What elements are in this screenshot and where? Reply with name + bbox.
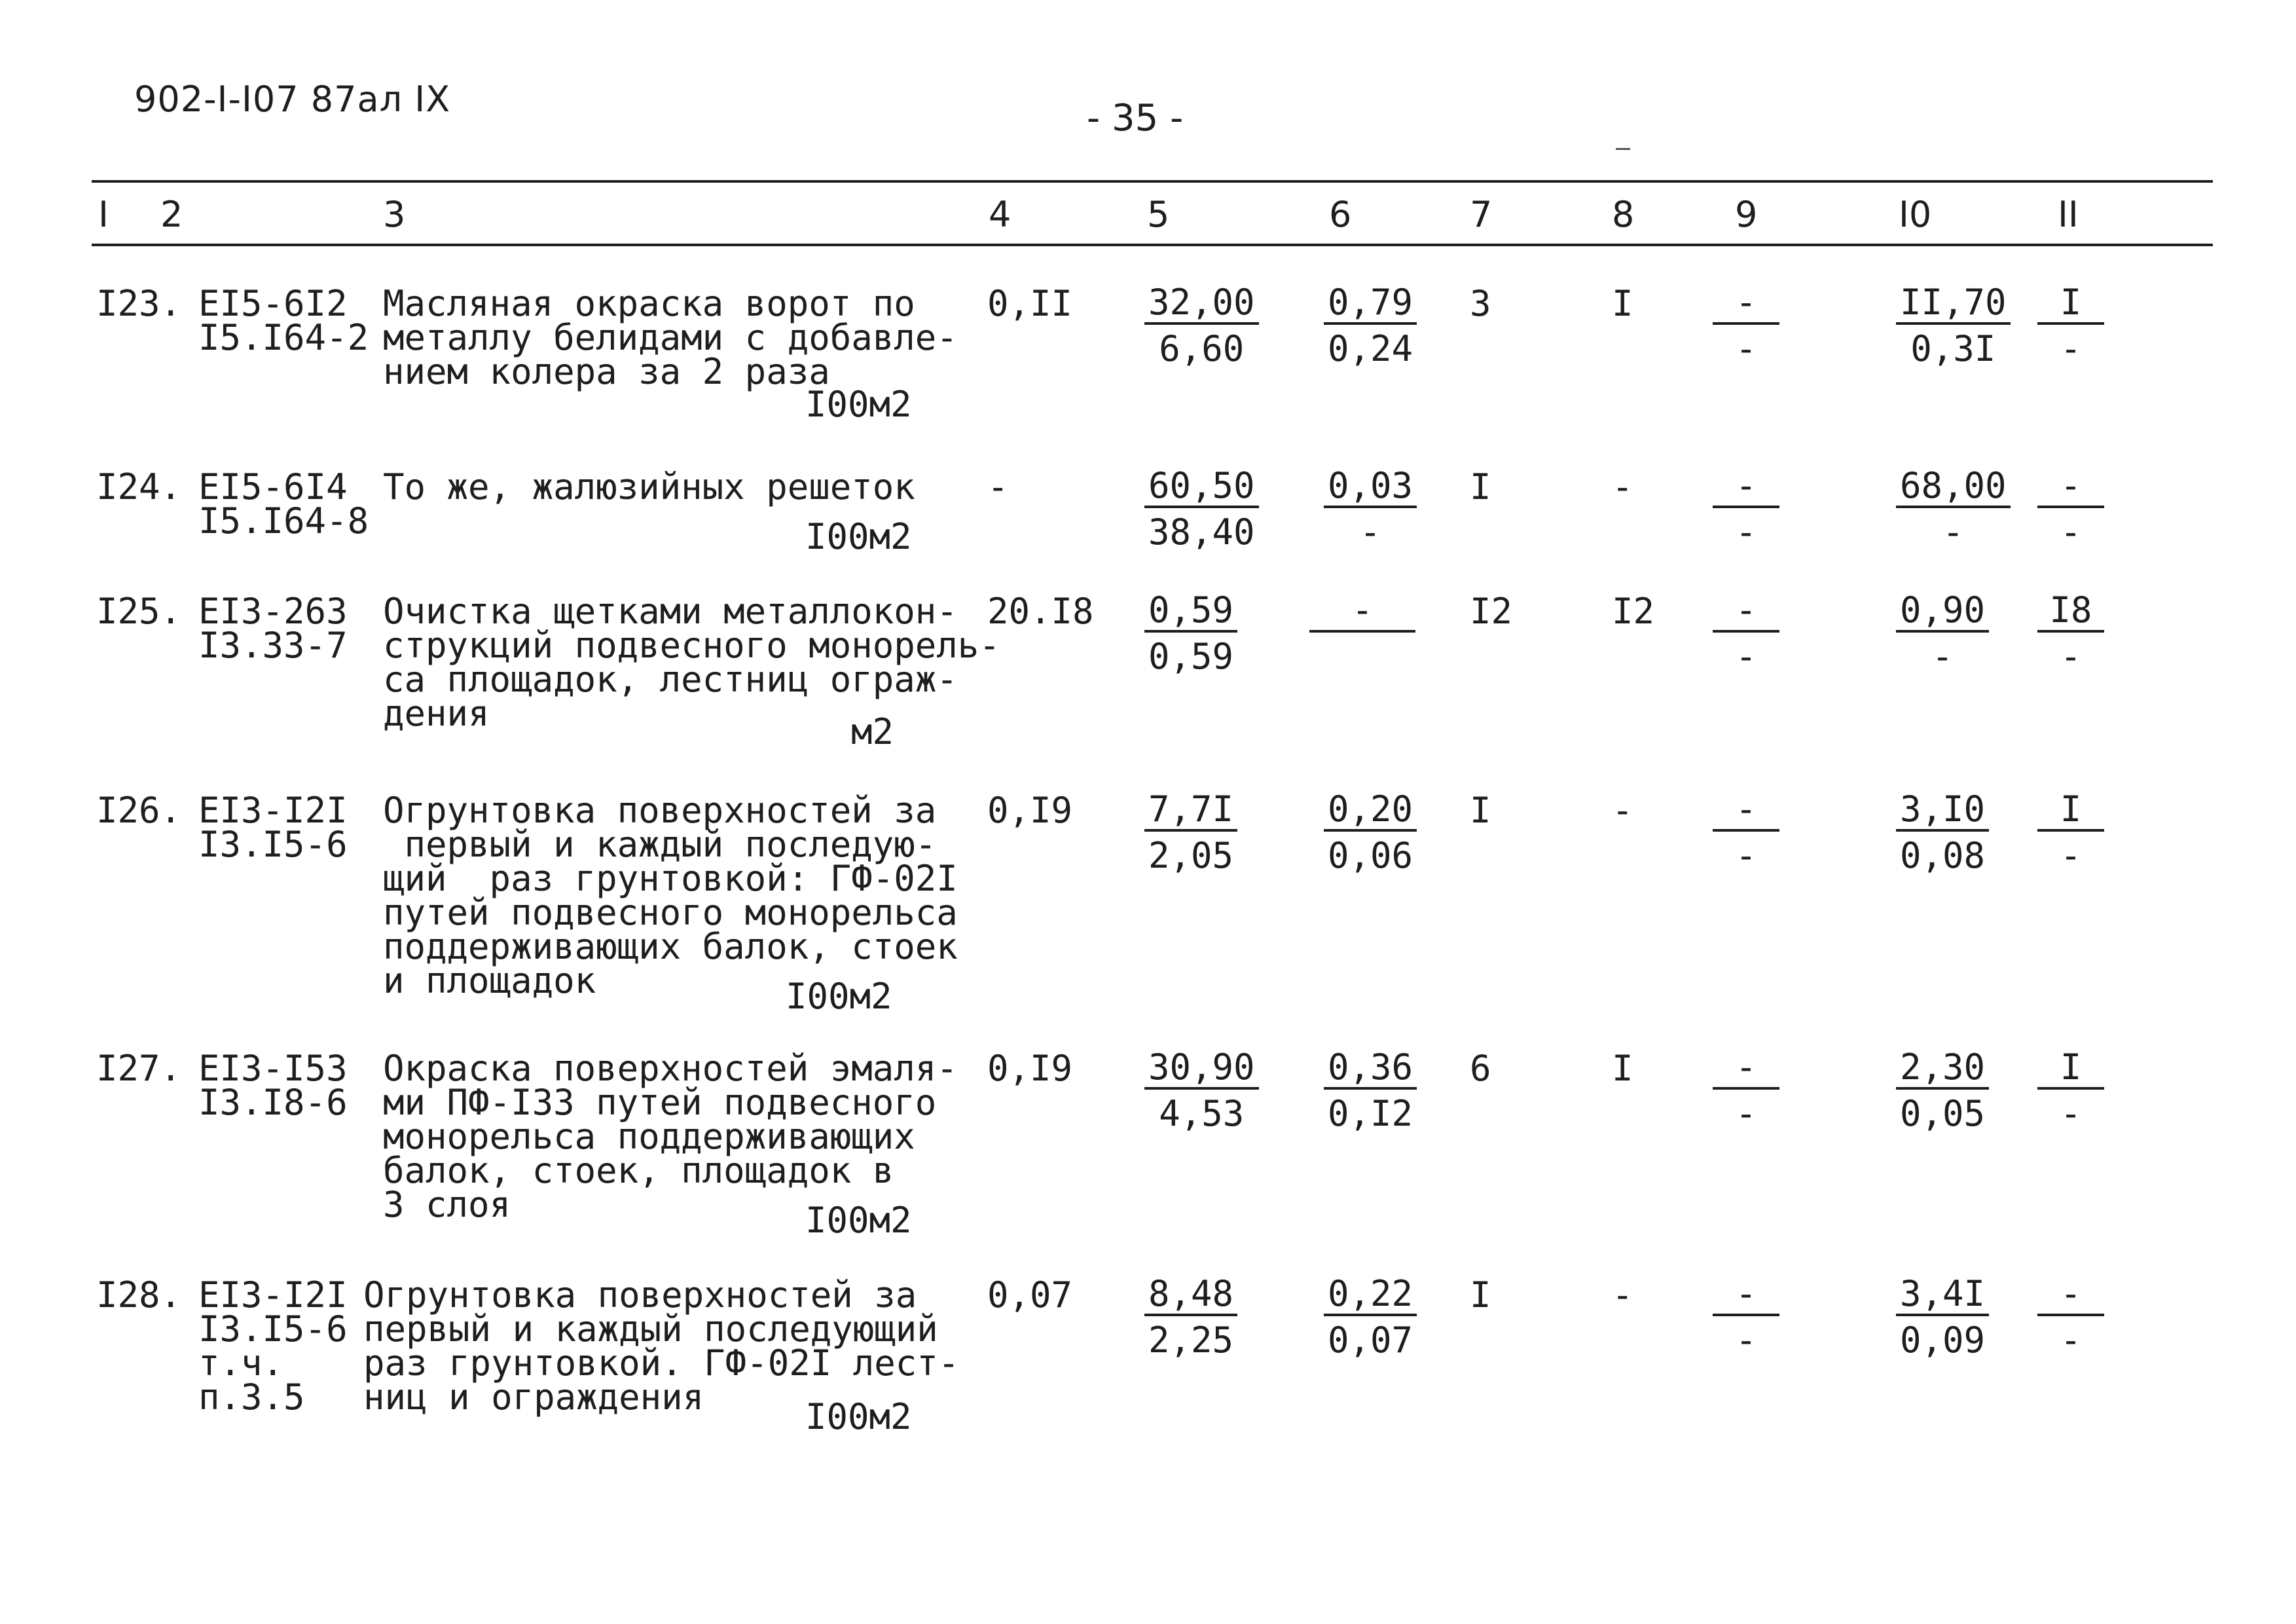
col9-top: - (1713, 466, 1779, 508)
row-number: I24. (96, 466, 182, 507)
col10-bottom: 0,08 (1900, 835, 1986, 876)
header-top-rule (92, 180, 2213, 183)
col6-top: - (1309, 591, 1415, 633)
col6-fraction (1309, 589, 1415, 635)
col11-top: I (2037, 1048, 2104, 1090)
col6-fraction (1324, 1273, 1417, 1362)
col10-fraction (1896, 465, 2011, 554)
col5-bottom: 2,25 (1148, 1320, 1234, 1361)
col11-fraction (2037, 1273, 2104, 1362)
col5-fraction (1144, 788, 1237, 877)
col5-top: 60,50 (1144, 466, 1259, 508)
col6-fraction (1324, 788, 1417, 877)
col10-top: 2,30 (1896, 1048, 1989, 1090)
header-col-1: I (98, 194, 109, 235)
row-code: EI3-I2I I3.I5-6 т.ч. п.3.5 (198, 1274, 348, 1418)
col10-fraction (1896, 282, 2011, 371)
col9-fraction (1713, 788, 1779, 877)
col10-top: 68,00 (1896, 466, 2011, 508)
col5-top: 8,48 (1144, 1274, 1237, 1316)
col8-value: - (1612, 790, 1633, 831)
col6-top: 0,03 (1324, 466, 1417, 508)
col11-top: - (2037, 1274, 2104, 1316)
header-col-6: 6 (1329, 194, 1352, 235)
row-number: I27. (96, 1048, 182, 1089)
col9-bottom: - (1735, 511, 1757, 553)
header-col-4: 4 (989, 194, 1011, 235)
col10-bottom: 0,05 (1900, 1093, 1986, 1134)
col9-bottom: - (1735, 328, 1757, 369)
col9-top: - (1713, 1048, 1779, 1090)
row-code: EI3-I53 I3.I8-6 (198, 1048, 348, 1123)
col10-fraction (1896, 589, 1989, 678)
col6-fraction (1324, 1046, 1417, 1135)
col9-fraction (1713, 589, 1779, 678)
col8-value: I2 (1612, 591, 1655, 632)
col11-bottom: - (2060, 328, 2082, 369)
row-unit: I00м2 (786, 976, 892, 1017)
col10-top: 0,90 (1896, 591, 1989, 633)
col5-bottom: 2,05 (1148, 835, 1234, 876)
col7-value: 6 (1470, 1048, 1491, 1089)
col4-value: 0,I9 (987, 790, 1073, 831)
row-description: Окраска поверхностей эмаля- ми ПФ-I33 путей подвесного монорельса поддерживающих балок, стоек, площадок в 3 слоя (383, 1048, 958, 1225)
header-col-8: 8 (1612, 194, 1635, 235)
col11-top: I8 (2037, 591, 2104, 633)
col6-bottom: 0,07 (1328, 1320, 1413, 1361)
row-code: EI5-6I4 I5.I64-8 (198, 466, 369, 542)
col9-fraction (1713, 282, 1779, 371)
col6-bottom: - (1359, 511, 1381, 553)
col5-bottom: 38,40 (1148, 511, 1255, 553)
header-col-9: 9 (1735, 194, 1758, 235)
row-unit: I00м2 (805, 1396, 912, 1437)
col7-value: I (1470, 790, 1491, 831)
col5-fraction (1144, 465, 1259, 554)
row-description: Огрунтовка поверхностей за первый и каждый последующий раз грунтовкой. ГФ-02I лест- ниц и ограждения (363, 1274, 960, 1418)
col6-fraction (1324, 465, 1417, 554)
col11-fraction (2037, 1046, 2104, 1135)
col5-top: 30,90 (1144, 1048, 1259, 1090)
col5-fraction (1144, 1046, 1259, 1135)
row-code: EI3-I2I I3.I5-6 (198, 790, 348, 865)
col10-top: II,70 (1896, 283, 2011, 325)
header-col-7: 7 (1470, 194, 1493, 235)
col6-top: 0,36 (1324, 1048, 1417, 1090)
header-col-3: 3 (383, 194, 406, 235)
col9-bottom: - (1735, 1093, 1757, 1134)
col6-bottom: 0,I2 (1328, 1093, 1413, 1134)
col5-bottom: 0,59 (1148, 636, 1234, 677)
col5-fraction (1144, 1273, 1237, 1362)
col6-bottom: 0,24 (1328, 328, 1413, 369)
col10-fraction (1896, 788, 1989, 877)
col11-top: I (2037, 283, 2104, 325)
row-unit: м2 (851, 711, 894, 752)
col10-bottom: 0,3I (1910, 328, 1996, 369)
row-number: I23. (96, 283, 182, 324)
col6-top: 0,79 (1324, 283, 1417, 325)
col8-value: - (1612, 466, 1633, 507)
col9-top: - (1713, 1274, 1779, 1316)
header-bottom-rule (92, 244, 2213, 246)
col6-top: 0,20 (1324, 790, 1417, 832)
col7-value: I (1470, 1274, 1491, 1316)
col5-top: 7,7I (1144, 790, 1237, 832)
col7-value: 3 (1470, 283, 1491, 324)
col10-fraction (1896, 1273, 1989, 1362)
col5-fraction (1144, 282, 1259, 371)
col9-top: - (1713, 283, 1779, 325)
col10-fraction (1896, 1046, 1989, 1135)
col7-value: I2 (1470, 591, 1513, 632)
col4-value: 0,07 (987, 1274, 1073, 1316)
col10-bottom: 0,09 (1900, 1320, 1986, 1361)
col11-bottom: - (2060, 1320, 2082, 1361)
row-code: EI5-6I2 I5.I64-2 (198, 283, 369, 358)
col8-value: I (1612, 1048, 1633, 1089)
col10-bottom: - (1931, 636, 1954, 677)
col5-top: 0,59 (1144, 591, 1237, 633)
col11-bottom: - (2060, 835, 2082, 876)
document-code: 902-I-I07 87ал IX (134, 79, 451, 120)
page-number: - 35 - (1087, 97, 1184, 139)
col11-fraction (2037, 589, 2104, 678)
header-col-10: I0 (1899, 194, 1932, 235)
col6-fraction (1324, 282, 1417, 371)
col9-top: - (1713, 591, 1779, 633)
col4-value: 0,I9 (987, 1048, 1073, 1089)
col6-top: 0,22 (1324, 1274, 1417, 1316)
header-col-5: 5 (1147, 194, 1170, 235)
col10-top: 3,4I (1896, 1274, 1989, 1316)
col11-bottom: - (2060, 1093, 2082, 1134)
col11-fraction (2037, 465, 2104, 554)
col4-value: 0,II (987, 283, 1073, 324)
col11-fraction (2037, 282, 2104, 371)
col5-bottom: 6,60 (1159, 328, 1245, 369)
col10-bottom: - (1942, 511, 1964, 553)
row-number: I28. (96, 1274, 182, 1316)
col5-top: 32,00 (1144, 283, 1259, 325)
row-unit: I00м2 (805, 516, 912, 557)
col9-bottom: - (1735, 1320, 1757, 1361)
header-col-2: 2 (160, 194, 183, 235)
col9-fraction (1713, 465, 1779, 554)
row-description: Очистка щетками металлокон- струкций подвесного монорель- са площадок, лестниц ограж- дения (383, 591, 1000, 734)
col6-bottom: 0,06 (1328, 835, 1413, 876)
col9-fraction (1713, 1273, 1779, 1362)
col11-top: - (2037, 466, 2104, 508)
row-code: EI3-263 I3.33-7 (198, 591, 348, 666)
col11-top: I (2037, 790, 2104, 832)
col8-value: I (1612, 283, 1633, 324)
row-unit: I00м2 (805, 1200, 912, 1241)
col9-fraction (1713, 1046, 1779, 1135)
row-number: I26. (96, 790, 182, 831)
col9-bottom: - (1735, 835, 1757, 876)
col5-bottom: 4,53 (1159, 1093, 1245, 1134)
row-description: Огрунтовка поверхностей за первый и каждый последую- щий раз грунтовкой: ГФ-02I путей подвесного монорельса поддерживающих балок, стоек и площадок (383, 790, 958, 1001)
col7-value: I (1470, 466, 1491, 507)
col9-top: - (1713, 790, 1779, 832)
col11-bottom: - (2060, 511, 2082, 553)
col11-fraction (2037, 788, 2104, 877)
col10-top: 3,I0 (1896, 790, 1989, 832)
col4-value: 20.I8 (987, 591, 1094, 632)
col8-value: - (1612, 1274, 1633, 1316)
dash-mark (1616, 148, 1630, 150)
row-description: То же, жалюзийных решеток (383, 466, 915, 507)
col4-value: - (987, 466, 1009, 507)
row-unit: I00м2 (805, 384, 912, 425)
col5-fraction (1144, 589, 1237, 678)
col11-bottom: - (2060, 636, 2082, 677)
col9-bottom: - (1735, 636, 1757, 677)
row-description: Масляная окраска ворот по металлу белидами с добавле- нием колера за 2 раза (383, 283, 958, 392)
header-col-11: II (2058, 194, 2079, 235)
row-number: I25. (96, 591, 182, 632)
